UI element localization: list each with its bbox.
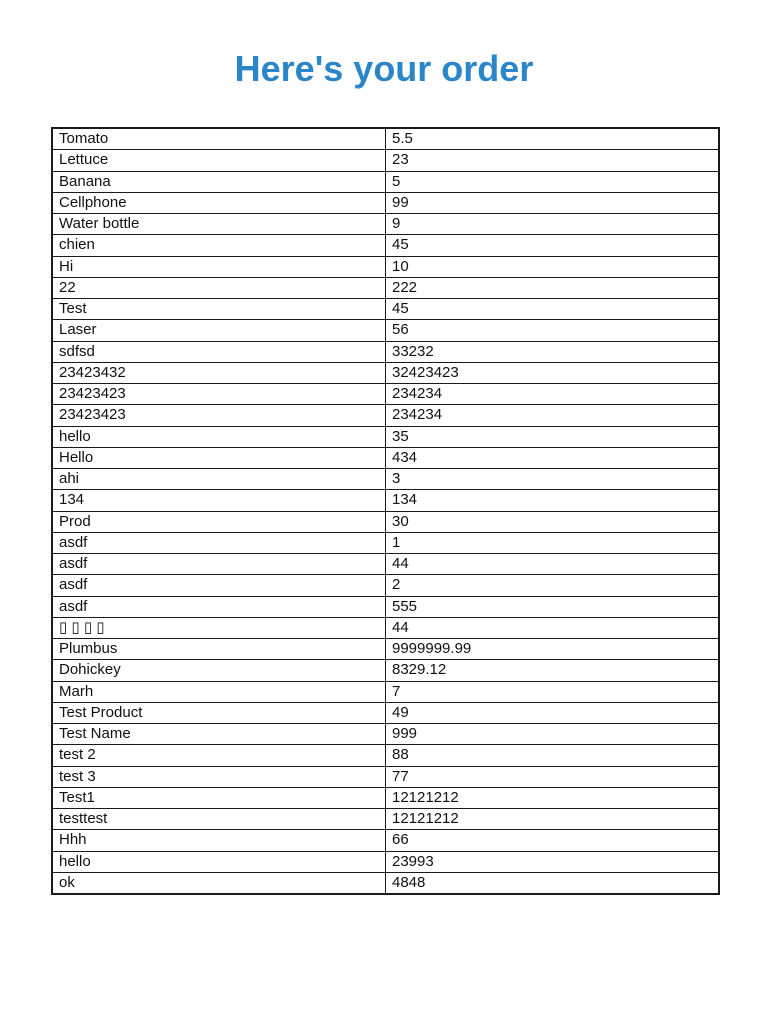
table-row: [52, 320, 719, 341]
item-name-cell: asdf: [52, 554, 386, 575]
item-value-cell: 222: [386, 277, 720, 298]
item-value-cell: 5.5: [386, 128, 720, 150]
item-value-cell: 234234: [386, 405, 720, 426]
item-value-cell: 434: [386, 447, 720, 468]
item-name-cell: Test Name: [52, 724, 386, 745]
table-row: [52, 277, 719, 298]
item-name-cell: Hello: [52, 447, 386, 468]
item-value-cell: 10: [386, 256, 720, 277]
table-row: [52, 702, 719, 723]
table-row: [52, 575, 719, 596]
table-row: [52, 469, 719, 490]
item-name-cell: test 3: [52, 766, 386, 787]
table-row: [52, 596, 719, 617]
item-name-cell: Water bottle: [52, 214, 386, 235]
table-row: [52, 447, 719, 468]
item-name-cell: Banana: [52, 171, 386, 192]
item-name-cell: ahi: [52, 469, 386, 490]
item-value-cell: 1: [386, 532, 720, 553]
table-row: [52, 766, 719, 787]
item-value-cell: 33232: [386, 341, 720, 362]
item-name-cell: asdf: [52, 575, 386, 596]
item-name-cell: Test1: [52, 787, 386, 808]
item-name-cell: 134: [52, 490, 386, 511]
table-row: [52, 724, 719, 745]
item-name-cell: testtest: [52, 809, 386, 830]
item-name-cell: test 2: [52, 745, 386, 766]
table-row: [52, 660, 719, 681]
item-value-cell: 45: [386, 235, 720, 256]
item-value-cell: 9999999.99: [386, 639, 720, 660]
item-value-cell: 234234: [386, 384, 720, 405]
table-row: [52, 787, 719, 808]
item-value-cell: 2: [386, 575, 720, 596]
item-value-cell: 999: [386, 724, 720, 745]
item-value-cell: 35: [386, 426, 720, 447]
item-name-cell: Dohickey: [52, 660, 386, 681]
item-name-cell: asdf: [52, 596, 386, 617]
item-value-cell: 56: [386, 320, 720, 341]
item-name-cell: sdfsd: [52, 341, 386, 362]
item-value-cell: 30: [386, 511, 720, 532]
order-table: [51, 127, 720, 895]
item-value-cell: 12121212: [386, 787, 720, 808]
item-value-cell: 8329.12: [386, 660, 720, 681]
item-name-cell: Cellphone: [52, 192, 386, 213]
item-name-cell: Tomato: [52, 128, 386, 150]
table-row: [52, 405, 719, 426]
table-row: [52, 235, 719, 256]
item-value-cell: 7: [386, 681, 720, 702]
table-row: [52, 362, 719, 383]
table-row: [52, 639, 719, 660]
item-value-cell: 77: [386, 766, 720, 787]
item-name-cell: 22: [52, 277, 386, 298]
item-name-cell: hello: [52, 426, 386, 447]
table-row: [52, 299, 719, 320]
item-name-cell: 23423432: [52, 362, 386, 383]
item-name-cell: hello: [52, 851, 386, 872]
table-row: [52, 554, 719, 575]
table-row: [52, 171, 719, 192]
item-value-cell: 4848: [386, 872, 720, 894]
item-value-cell: 23993: [386, 851, 720, 872]
table-row: [52, 532, 719, 553]
table-row: [52, 851, 719, 872]
table-row: [52, 150, 719, 171]
table-row: [52, 681, 719, 702]
item-name-cell: 23423423: [52, 405, 386, 426]
item-name-cell: 23423423: [52, 384, 386, 405]
item-name-cell: Test: [52, 299, 386, 320]
item-value-cell: 44: [386, 554, 720, 575]
table-row: [52, 214, 719, 235]
item-value-cell: 134: [386, 490, 720, 511]
item-name-cell: chien: [52, 235, 386, 256]
table-row: [52, 384, 719, 405]
item-value-cell: 555: [386, 596, 720, 617]
item-value-cell: 23: [386, 150, 720, 171]
item-name-cell: Lettuce: [52, 150, 386, 171]
item-value-cell: 5: [386, 171, 720, 192]
item-name-cell: asdf: [52, 532, 386, 553]
item-name-cell: Hi: [52, 256, 386, 277]
table-row: [52, 745, 719, 766]
table-row: [52, 256, 719, 277]
item-name-cell: ok: [52, 872, 386, 894]
table-row: [52, 617, 719, 638]
item-value-cell: 99: [386, 192, 720, 213]
item-name-cell: Plumbus: [52, 639, 386, 660]
item-name-cell: Test Product: [52, 702, 386, 723]
table-row: [52, 872, 719, 894]
table-row: [52, 426, 719, 447]
item-name-cell: Prod: [52, 511, 386, 532]
table-row: [52, 809, 719, 830]
item-name-cell: Hhh: [52, 830, 386, 851]
item-value-cell: 32423423: [386, 362, 720, 383]
item-value-cell: 49: [386, 702, 720, 723]
table-row: [52, 341, 719, 362]
item-value-cell: 9: [386, 214, 720, 235]
table-row: [52, 490, 719, 511]
item-value-cell: 88: [386, 745, 720, 766]
table-row: [52, 830, 719, 851]
item-name-cell: Laser: [52, 320, 386, 341]
item-name-cell: ▯ ▯ ▯ ▯: [52, 617, 386, 638]
table-row: [52, 511, 719, 532]
item-value-cell: 44: [386, 617, 720, 638]
item-name-cell: Marh: [52, 681, 386, 702]
item-value-cell: 45: [386, 299, 720, 320]
table-row: [52, 128, 719, 150]
item-value-cell: 3: [386, 469, 720, 490]
page-title: Here's your order: [234, 48, 534, 89]
item-value-cell: 12121212: [386, 809, 720, 830]
item-value-cell: 66: [386, 830, 720, 851]
order-table-body: [52, 128, 719, 894]
table-row: [52, 192, 719, 213]
